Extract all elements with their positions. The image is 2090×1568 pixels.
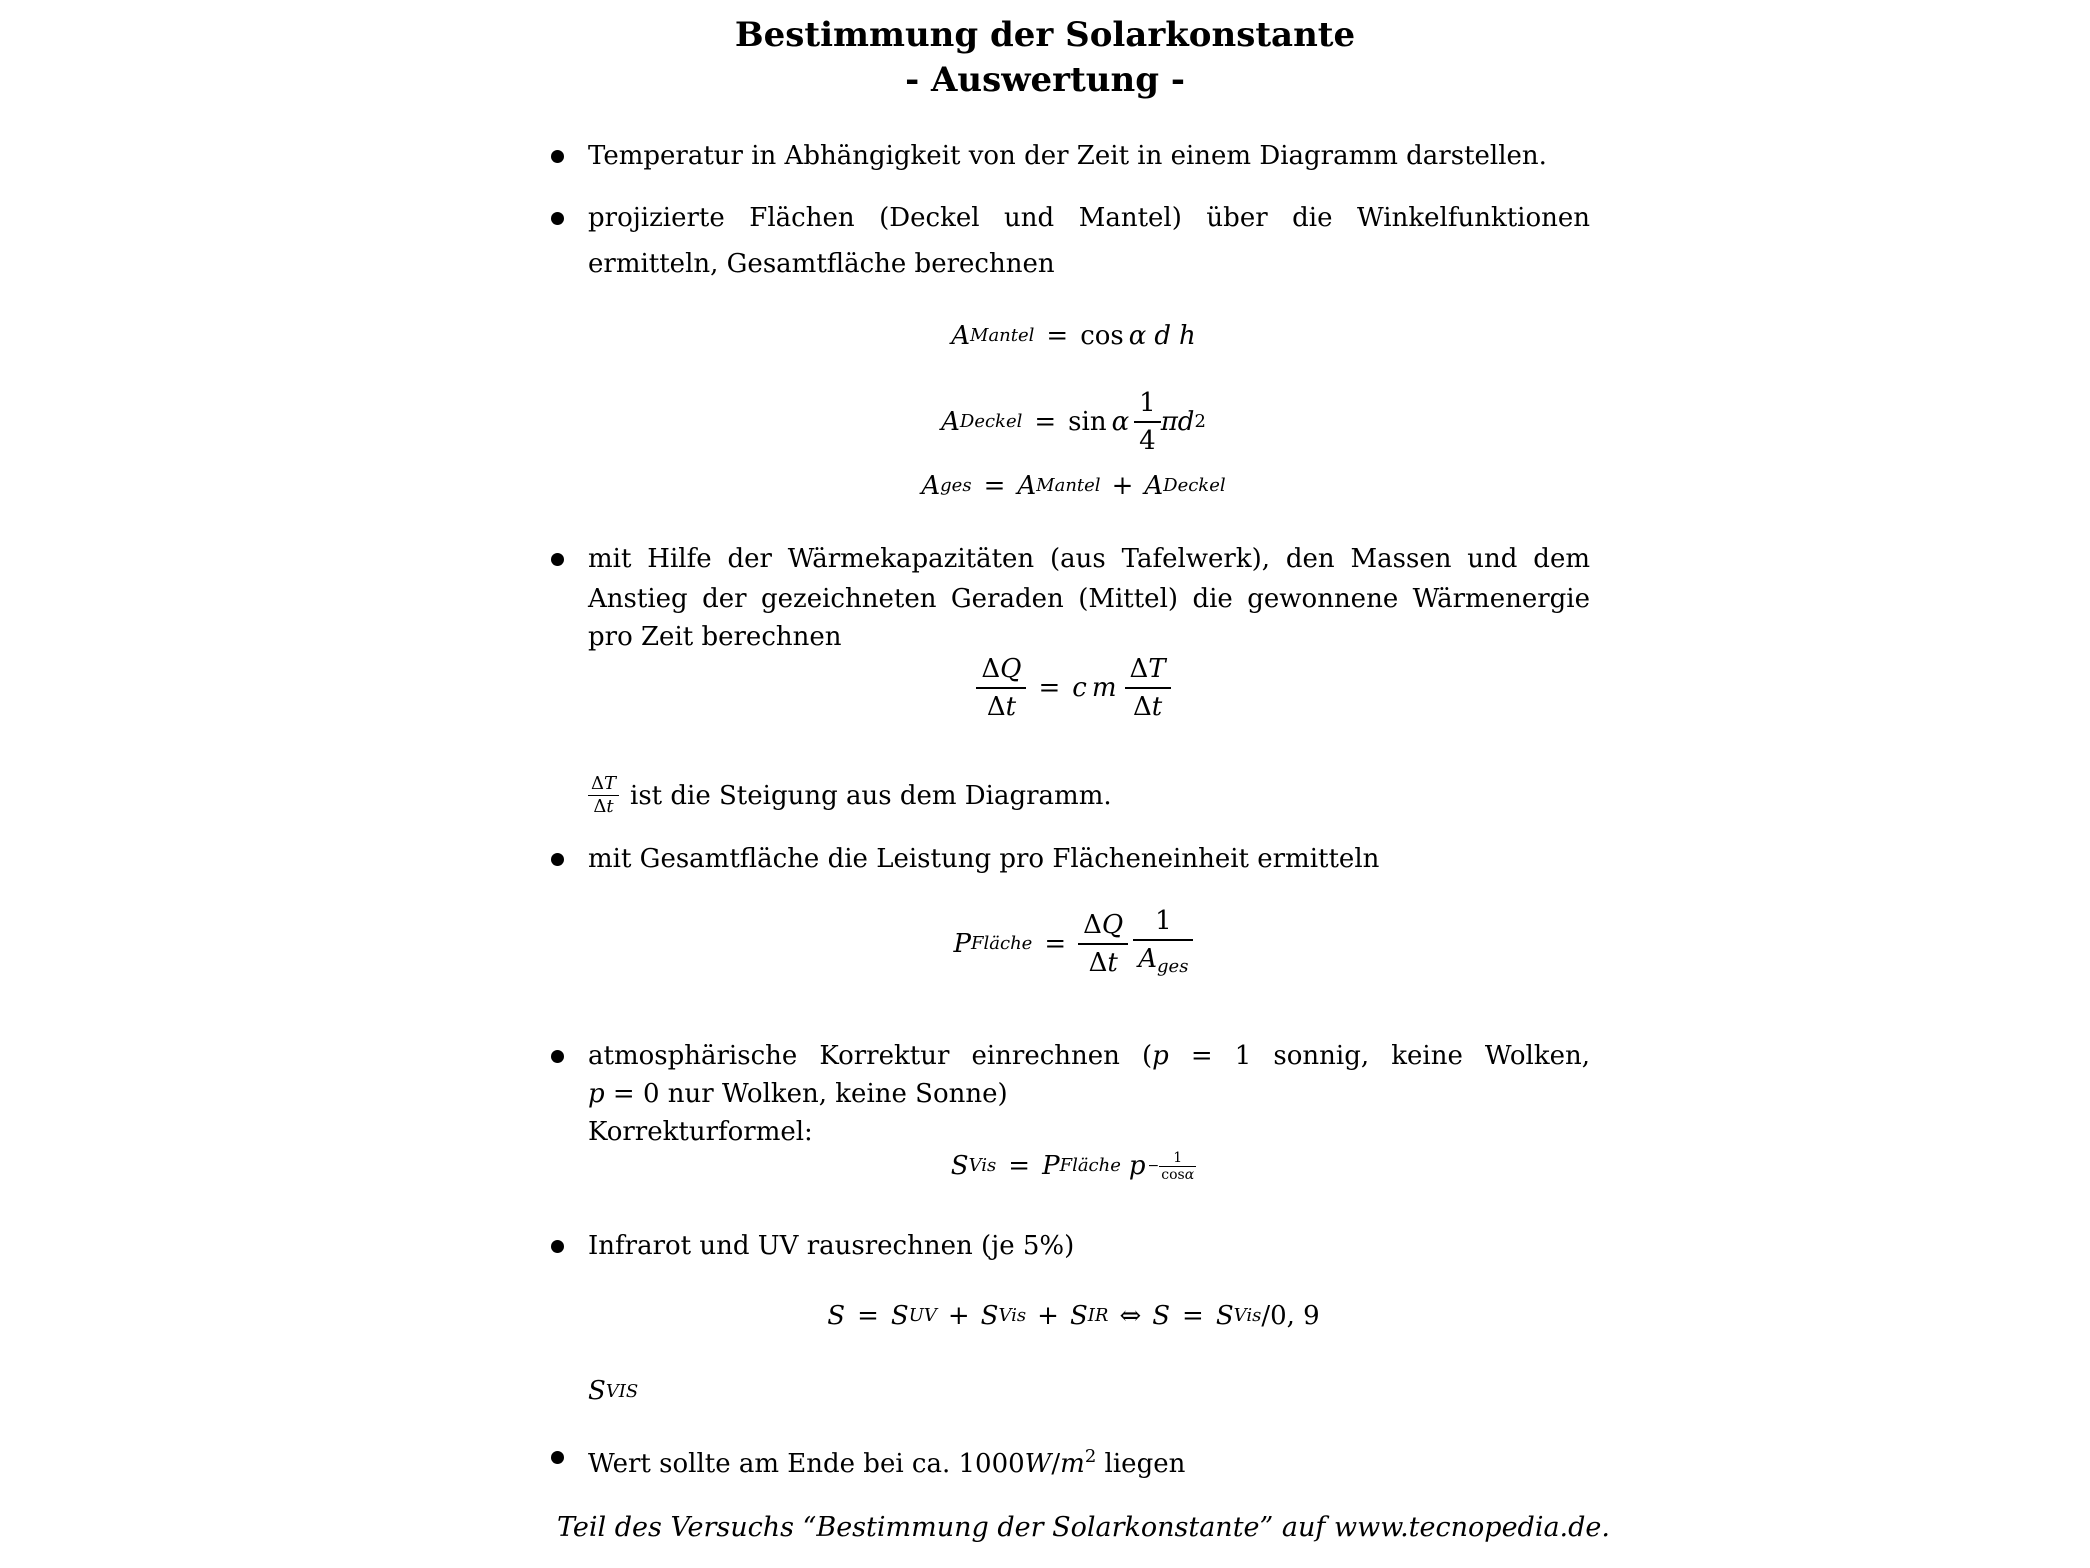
math-token: W: [1024, 1449, 1052, 1479]
fraction-numerator: [1133, 906, 1193, 939]
bullet-item-4-text: mit Gesamtfläche die Leistung pro Flächeneinheit ermitteln: [588, 844, 1380, 874]
math-subscript: UV: [908, 1305, 937, 1326]
math-superscript: 2: [1084, 1446, 1097, 1467]
math-token: S: [1152, 1301, 1171, 1331]
math-token: m: [1091, 673, 1117, 703]
math-token: A: [941, 407, 960, 437]
math-token: Q: [1000, 654, 1022, 684]
fraction: [1125, 654, 1171, 722]
math-token: A: [1144, 471, 1164, 501]
equals-sign: =: [1038, 673, 1061, 703]
math-token: /: [1051, 1449, 1061, 1479]
bullet-item-3-line-3: [588, 620, 1590, 654]
fraction-numerator: [976, 654, 1026, 687]
math-subscript: Deckel: [1163, 475, 1226, 496]
footer-text: Teil des Versuchs “Bestimmung der Solarkonstante” auf www.tecnopedia.de.: [557, 1512, 1610, 1543]
bullet-item-6-text: Infrarot und UV rausrechnen (je 5%): [588, 1231, 1075, 1261]
label-s-vis: [588, 1376, 638, 1406]
math-token: /0, 9: [1261, 1301, 1320, 1331]
bullet-item-4: [588, 842, 1590, 876]
math-subscript: ges: [940, 475, 972, 496]
page-title-line1: Bestimmung der Solarkonstante: [734, 15, 1356, 55]
bullet-item-1-text: Temperatur in Abhängigkeit von der Zeit in einem Diagramm darstellen.: [588, 141, 1547, 171]
formula-a-mantel: [557, 320, 1590, 352]
math-token: Q: [1101, 910, 1124, 940]
math-subscript: Deckel: [959, 411, 1023, 432]
math-token: h: [1179, 321, 1196, 351]
math-token: S: [890, 1301, 909, 1331]
fraction-denominator: [976, 687, 1026, 722]
fraction: [1078, 910, 1128, 978]
math-token: t: [1005, 692, 1017, 722]
bullet-item-5-text-1b: = 1 sonnig, keine Wolken,: [1168, 1041, 1591, 1071]
math-token: T: [604, 773, 617, 794]
formula-s-vis: [557, 1150, 1590, 1182]
formula-a-ges: [557, 470, 1590, 502]
equals-sign: =: [1182, 1301, 1204, 1331]
fraction-numerator: [1078, 910, 1128, 943]
equals-sign: =: [1046, 321, 1069, 351]
math-token: P: [1042, 1151, 1060, 1181]
bullet-item-5-line-1: [588, 1039, 1590, 1073]
fraction-denominator: [1133, 939, 1193, 982]
math-subscript: ges: [1157, 956, 1189, 977]
bullet-icon: [551, 150, 564, 163]
math-token: d: [1154, 321, 1171, 351]
fraction: [588, 774, 619, 817]
math-token: Δ: [981, 654, 1001, 684]
math-token: Δ: [1083, 910, 1102, 940]
bullet-item-5-text-2: = 0 nur Wolken, keine Sonne): [604, 1079, 1008, 1109]
math-token: p: [1128, 1151, 1146, 1181]
fraction-denominator: [1125, 687, 1171, 722]
math-subscript: Vis: [1233, 1305, 1262, 1326]
fraction-denominator: 4: [1134, 421, 1161, 456]
math-token: Δ: [1132, 692, 1152, 722]
fraction-denominator: [1078, 943, 1128, 978]
math-subscript: Fläche: [971, 933, 1033, 954]
formula-heat-rate: [557, 654, 1590, 722]
bullet-item-7-text-a: Wert sollte am Ende bei ca.: [588, 1449, 959, 1479]
bullet-item-3-line-1: [588, 542, 1590, 576]
equals-sign: =: [1034, 407, 1057, 437]
bullet-item-3-text-1: mit Hilfe der Wärmekapazitäten (aus Tafelwerk), den Massen und dem: [588, 544, 1590, 574]
math-token: S: [827, 1301, 846, 1331]
math-function: sin: [1068, 407, 1107, 437]
formula-s-total: [557, 1300, 1590, 1332]
page-title-line2: - Auswertung -: [905, 60, 1185, 100]
bullet-icon: [551, 1240, 564, 1253]
note-slope: [588, 774, 1112, 817]
math-token: 1: [1155, 906, 1172, 936]
math-subscript: Fläche: [1059, 1155, 1121, 1176]
math-token: m: [1060, 1449, 1085, 1479]
math-token: p: [1152, 1041, 1169, 1071]
bullet-icon: [551, 212, 564, 225]
bullet-item-5-text-1a: atmosphärische Korrektur einrechnen (: [588, 1041, 1153, 1071]
bullet-icon: [551, 853, 564, 866]
math-subscript: Mantel: [1036, 475, 1101, 496]
math-function: cos: [1080, 321, 1124, 351]
korrekturformel-label: Korrekturformel:: [588, 1117, 813, 1147]
math-token: Δ: [591, 773, 604, 794]
math-subscript: VIS: [605, 1380, 639, 1402]
formula-a-deckel: [557, 388, 1590, 456]
math-exponent: [1148, 1151, 1197, 1182]
math-token: A: [921, 471, 941, 501]
math-token: d: [1177, 407, 1195, 437]
math-token: S: [980, 1301, 999, 1331]
math-subscript: Vis: [968, 1155, 997, 1176]
fraction-denominator: [588, 795, 619, 817]
math-token: S: [950, 1151, 969, 1181]
bullet-icon: [551, 553, 564, 566]
equals-sign: =: [1044, 929, 1067, 959]
bullet-item-7: [588, 1440, 1590, 1481]
math-token: 1000: [958, 1449, 1025, 1479]
math-token: Δ: [1129, 654, 1149, 684]
fraction-numerator: 1: [1139, 388, 1156, 418]
math-subscript: Mantel: [970, 325, 1035, 346]
math-token: A: [951, 321, 971, 351]
footer-note: [557, 1512, 1610, 1543]
math-token: t: [1151, 692, 1163, 722]
math-token: t: [1107, 948, 1118, 978]
bullet-item-3-text-3: pro Zeit berechnen: [588, 622, 842, 652]
bullet-item-2-line-2: [588, 247, 1590, 281]
plus-sign: +: [1111, 471, 1134, 501]
bullet-item-5-line-2: [588, 1077, 1590, 1111]
fraction-numerator: [588, 774, 619, 795]
math-token: π: [1160, 407, 1178, 437]
fraction: [1134, 388, 1161, 456]
fraction-numerator: [1125, 654, 1171, 687]
bullet-item-2-line-1: [588, 201, 1590, 235]
equals-sign: =: [983, 471, 1006, 501]
bullet-item-1: [588, 139, 1590, 173]
bullet-item-6: [588, 1229, 1590, 1263]
minus-sign: −: [1147, 1158, 1160, 1174]
math-token: t: [606, 796, 614, 817]
math-token: Δ: [1088, 948, 1108, 978]
math-token: α: [1111, 407, 1130, 437]
math-token: S: [588, 1376, 606, 1406]
note-slope-text: ist die Steigung aus dem Diagramm.: [630, 780, 1112, 811]
math-token: α: [1184, 1166, 1195, 1183]
math-token: P: [953, 929, 972, 959]
math-function: cos: [1161, 1166, 1185, 1183]
math-token: A: [1017, 471, 1037, 501]
plus-sign: +: [1037, 1301, 1059, 1331]
fraction: [1159, 1151, 1196, 1182]
bullet-icon: [551, 1050, 564, 1063]
fraction: [976, 654, 1026, 722]
math-token: Δ: [593, 796, 607, 817]
iff-sign: ⇔: [1119, 1301, 1142, 1331]
bullet-icon: [551, 1451, 564, 1464]
math-token: p: [588, 1079, 605, 1109]
math-token: S: [1069, 1301, 1088, 1331]
math-superscript: 2: [1194, 411, 1206, 432]
fraction: [1133, 906, 1193, 982]
plus-sign: +: [947, 1301, 970, 1331]
formula-p-flaeche: [557, 906, 1590, 982]
fraction-denominator: [1159, 1166, 1196, 1182]
math-subscript: IR: [1087, 1305, 1109, 1326]
bullet-item-2-text-2: ermitteln, Gesamtfläche berechnen: [588, 249, 1055, 279]
math-token: T: [1148, 654, 1166, 684]
math-subscript: Vis: [998, 1305, 1027, 1326]
fraction-numerator: 1: [1173, 1149, 1183, 1166]
equals-sign: =: [857, 1301, 879, 1331]
math-token: α: [1128, 321, 1147, 351]
bullet-item-7-text-b: liegen: [1096, 1449, 1186, 1479]
bullet-item-2-text-1: projizierte Flächen (Deckel und Mantel) über die Winkelfunktionen: [588, 203, 1590, 233]
math-token: A: [1138, 944, 1158, 974]
math-token: c: [1072, 673, 1087, 703]
bullet-item-3-text-2: Anstieg der gezeichneten Geraden (Mittel) die gewonnene Wärmenergie: [588, 584, 1590, 614]
bullet-item-3-line-2: [588, 582, 1590, 616]
equals-sign: =: [1008, 1151, 1031, 1181]
math-token: S: [1215, 1301, 1234, 1331]
math-token: Δ: [986, 692, 1006, 722]
bullet-item-5-line-3: [588, 1115, 1590, 1149]
